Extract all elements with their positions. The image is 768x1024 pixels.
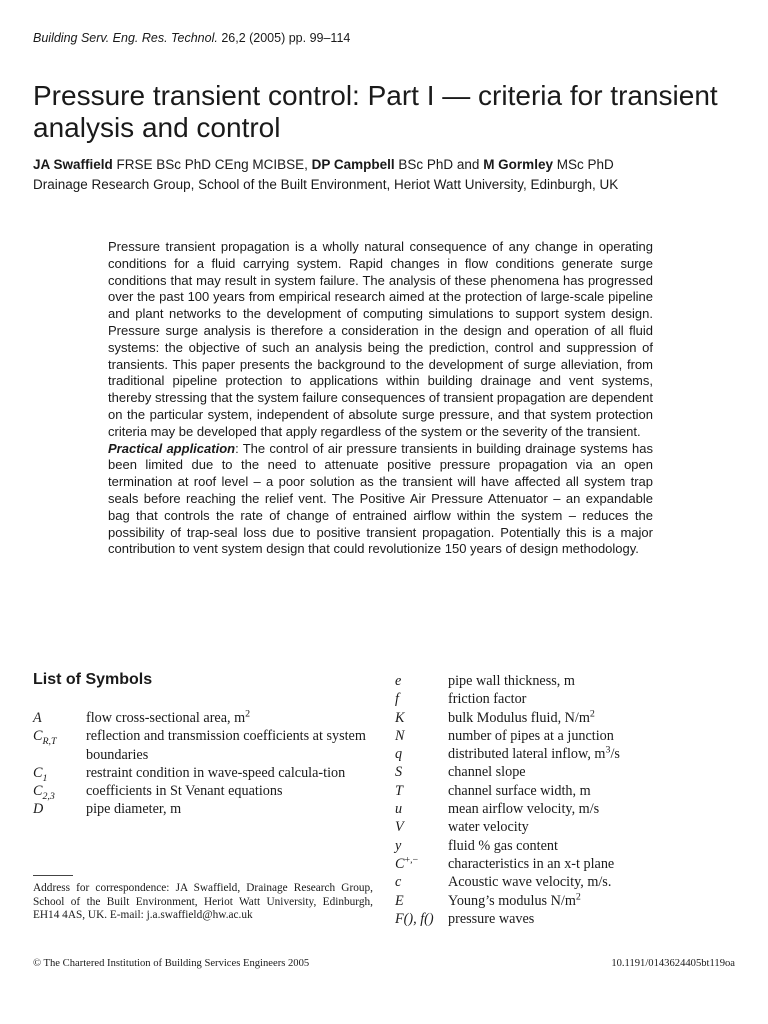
description-text: coefficients in St Venant equations xyxy=(86,783,283,800)
author-name: DP Campbell xyxy=(311,157,395,172)
symbol xyxy=(33,709,86,727)
paper-title: Pressure transient control: Part I — criteria for transient analysis and control xyxy=(33,80,718,143)
symbol-row xyxy=(33,727,373,764)
symbols-table-right xyxy=(395,672,725,928)
description-text: reflection and transmission coefficients at system boundaries xyxy=(86,728,366,763)
symbol xyxy=(395,727,448,745)
symbol xyxy=(395,837,448,855)
symbol-letter: f xyxy=(395,691,399,708)
description-text: flow cross-sectional area, m xyxy=(86,710,246,726)
unit-tail: /s xyxy=(610,746,620,763)
symbol xyxy=(395,763,448,781)
symbol-row xyxy=(33,800,373,818)
symbol-description xyxy=(448,818,725,836)
description-text: restraint condition in wave-speed calcula-tion xyxy=(86,764,346,781)
symbol-description xyxy=(448,672,725,690)
symbol-row xyxy=(395,837,725,855)
symbol-letter: D xyxy=(33,801,44,818)
correspondence-address: Address for correspondence: JA Swaffield, Drainage Research Group, School of the Built Environment, Heriot Watt University, Edinburgh, EH14 4AS, UK. E-mail: j.a.swaffield@hw.ac.uk xyxy=(33,882,373,922)
symbol-description xyxy=(86,782,373,800)
symbol-description xyxy=(86,727,373,764)
symbol-description xyxy=(86,709,373,727)
journal-name: Building Serv. Eng. Res. Technol. xyxy=(33,31,218,45)
symbol xyxy=(395,690,448,708)
unit-exponent: 3 xyxy=(605,744,611,756)
symbol-letter: u xyxy=(395,801,403,818)
author-qualifications: FRSE BSc PhD CEng MCIBSE, xyxy=(112,157,312,172)
symbol-description xyxy=(448,727,725,745)
symbol-row xyxy=(395,709,725,727)
list-of-symbols-heading: List of Symbols xyxy=(33,671,153,688)
symbol xyxy=(33,800,86,818)
symbol xyxy=(395,672,448,690)
symbol-letter: K xyxy=(395,709,405,726)
journal-citation xyxy=(33,31,350,45)
symbol-row xyxy=(395,763,725,781)
symbol-description xyxy=(448,690,725,708)
unit-exponent: 2 xyxy=(245,708,251,720)
affiliation: Drainage Research Group, School of the Built Environment, Heriot Watt University, Edinburgh, UK xyxy=(33,177,619,192)
symbol-description xyxy=(448,837,725,855)
symbol-description xyxy=(448,782,725,800)
symbol-superscript: +,− xyxy=(404,854,419,866)
symbol xyxy=(395,873,448,891)
description-text: pipe wall thickness, m xyxy=(448,673,575,689)
symbol-description xyxy=(448,910,725,928)
symbol xyxy=(395,782,448,800)
symbol xyxy=(395,910,448,928)
description-text: distributed lateral inflow, m xyxy=(448,746,606,763)
description-text: pressure waves xyxy=(448,910,535,927)
symbol-letter: c xyxy=(395,874,402,891)
symbol xyxy=(33,727,86,764)
symbol xyxy=(395,855,448,873)
author-name: M Gormley xyxy=(483,157,553,172)
volume-info: 26,2 (2005) pp. 99–114 xyxy=(221,31,351,45)
symbol xyxy=(395,818,448,836)
copyright-notice: © The Chartered Institution of Building Services Engineers 2005 xyxy=(33,958,310,969)
symbol-row xyxy=(395,910,725,928)
symbol-letter: F(), f() xyxy=(395,910,434,927)
description-text: number of pipes at a junction xyxy=(448,727,614,744)
symbol xyxy=(395,745,448,763)
symbol-letter: C xyxy=(33,728,43,745)
author-line xyxy=(33,155,753,175)
symbol xyxy=(33,782,86,803)
description-text: characteristics in an x-t plane xyxy=(448,855,615,872)
symbol xyxy=(395,892,448,910)
description-text: bulk Modulus fluid, N/m xyxy=(448,709,590,726)
author-name: JA Swaffield xyxy=(33,157,113,172)
description-text: fluid % gas content xyxy=(448,837,558,854)
symbol-letter: N xyxy=(395,727,405,744)
symbol-row xyxy=(395,745,725,763)
description-text: mean airflow velocity, m/s xyxy=(448,801,600,818)
symbol xyxy=(395,800,448,818)
symbol-row xyxy=(395,782,725,800)
symbol-row xyxy=(395,818,725,836)
description-text: channel slope xyxy=(448,764,526,781)
symbol-letter: V xyxy=(395,819,404,836)
symbol-letter: S xyxy=(395,764,403,781)
symbol-subscript: 1 xyxy=(42,772,48,784)
symbol-subscript: R,T xyxy=(42,736,57,748)
symbol xyxy=(395,709,448,727)
symbol-letter: C xyxy=(33,764,43,781)
symbol-letter: E xyxy=(395,892,404,909)
unit-exponent: 2 xyxy=(589,707,595,719)
symbol-letter: y xyxy=(395,837,402,854)
footnote-divider xyxy=(33,875,73,876)
symbol-row xyxy=(395,873,725,891)
practical-application-text: : The control of air pressure transients in building drainage systems has been limited due to the need to attenuate positive pressure propagation via an open termination at roof level – a poor solution as the transient will have affected all system trap seals before reaching the relief vent. The Positive Air Pressure Attenuator – an expandable bag that controls the rate of change of entrained airflow within the system – reduces the possibility of trap-seal loss due to positive transient propagation. Potentially this is a major contribution to vent system design that could revolutionize 150 years of design methodology. xyxy=(108,440,653,557)
symbol-description xyxy=(448,855,725,873)
symbol-description xyxy=(86,800,373,818)
symbol-row xyxy=(395,672,725,690)
symbol-subscript: 2,3 xyxy=(42,791,55,803)
abstract xyxy=(108,239,653,558)
symbol-row xyxy=(395,892,725,910)
unit-exponent: 2 xyxy=(575,890,581,902)
description-text: friction factor xyxy=(448,691,527,708)
symbol-row xyxy=(33,709,373,727)
symbol-description xyxy=(448,892,725,910)
doi: 10.1191/0143624405bt119oa xyxy=(611,958,735,969)
symbol-description xyxy=(448,763,725,781)
abstract-body: Pressure transient propagation is a wholly natural consequence of any change in operating conditions for a fluid carrying system. Rapid changes in flow conditions generate surge conditions that may result in system failure. The analysis of these phenomena has progressed over the past 100 years from empirical research aimed at the protection of large-scale pipeline and plant networks to the development of computing simulations to support system design. Pressure surge analysis is therefore a consideration in the design and operation of all fluid systems: the objective of such an analysis being the prediction, control and suppression of transients. This paper presents the background to the development of surge alleviation, from traditional pipeline protection to applications within building drainage and vent systems, thereby stressing that the system failure consequences of transient propagation are dependent on the particular system, independent of absolute surge pressure, and that system protection criteria may be developed that apply regardless of the system or the severity of the transient. xyxy=(108,239,653,439)
symbol-description xyxy=(448,709,725,727)
description-text: Acoustic wave velocity, m/s. xyxy=(448,874,612,891)
symbol-letter: C xyxy=(33,783,43,800)
symbol-row xyxy=(33,782,373,803)
description-text: Young’s modulus N/m xyxy=(448,892,576,909)
author-qualifications: BSc PhD and xyxy=(394,157,484,172)
symbol-letter: T xyxy=(395,782,403,799)
symbol-description xyxy=(448,873,725,891)
symbol-row xyxy=(395,690,725,708)
symbol xyxy=(33,764,86,782)
symbol-description xyxy=(448,800,725,818)
author-block xyxy=(33,155,753,195)
symbol-letter: C xyxy=(395,855,405,872)
symbol-letter: e xyxy=(395,673,402,689)
symbol-row xyxy=(395,855,725,873)
practical-application-label: Practical application xyxy=(108,440,236,456)
symbol-row xyxy=(395,727,725,745)
symbols-table-left xyxy=(33,709,373,819)
description-text: water velocity xyxy=(448,819,529,836)
symbol-letter: A xyxy=(33,710,42,726)
symbol-description xyxy=(86,764,373,782)
symbol-description xyxy=(448,745,725,763)
symbol-letter: q xyxy=(395,746,403,763)
symbol-row xyxy=(395,800,725,818)
author-qualifications: MSc PhD xyxy=(552,157,614,172)
description-text: channel surface width, m xyxy=(448,782,591,799)
symbol-row xyxy=(33,764,373,782)
description-text: pipe diameter, m xyxy=(86,801,182,818)
practical-application xyxy=(108,441,653,559)
